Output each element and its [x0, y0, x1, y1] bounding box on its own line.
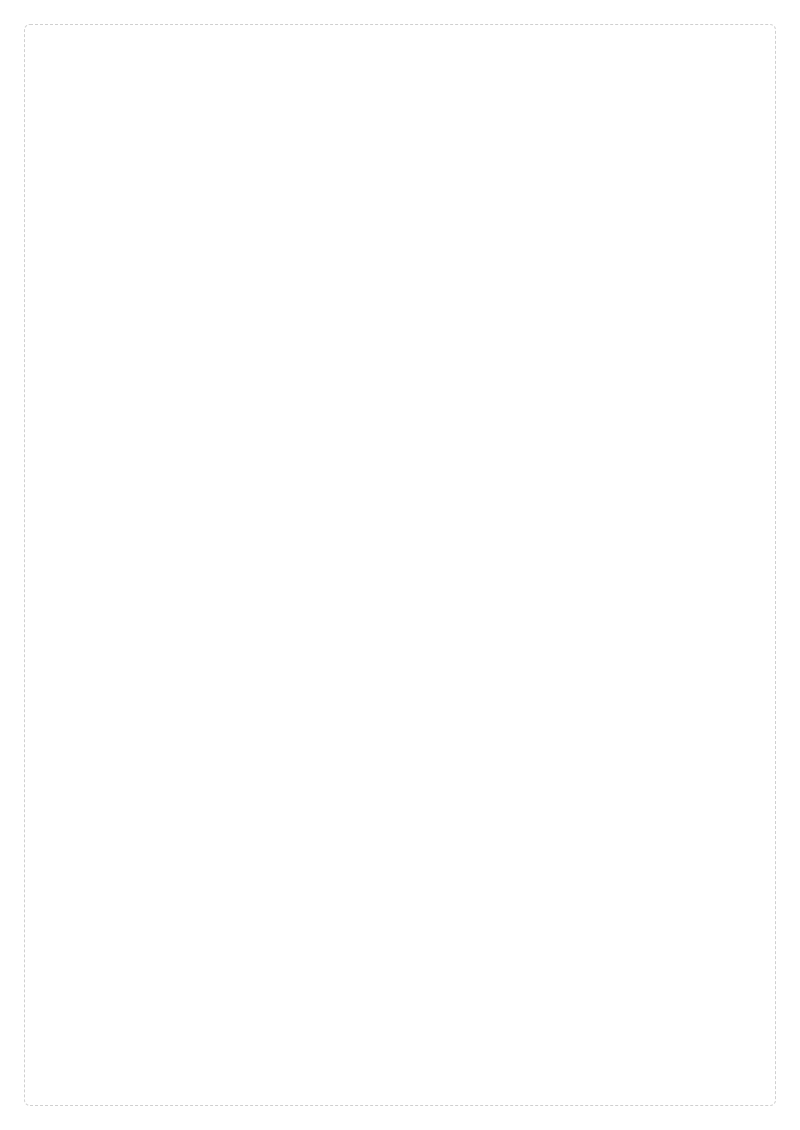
- screenshot-viewport: [24, 24, 776, 1106]
- content-area: [41, 81, 759, 1089]
